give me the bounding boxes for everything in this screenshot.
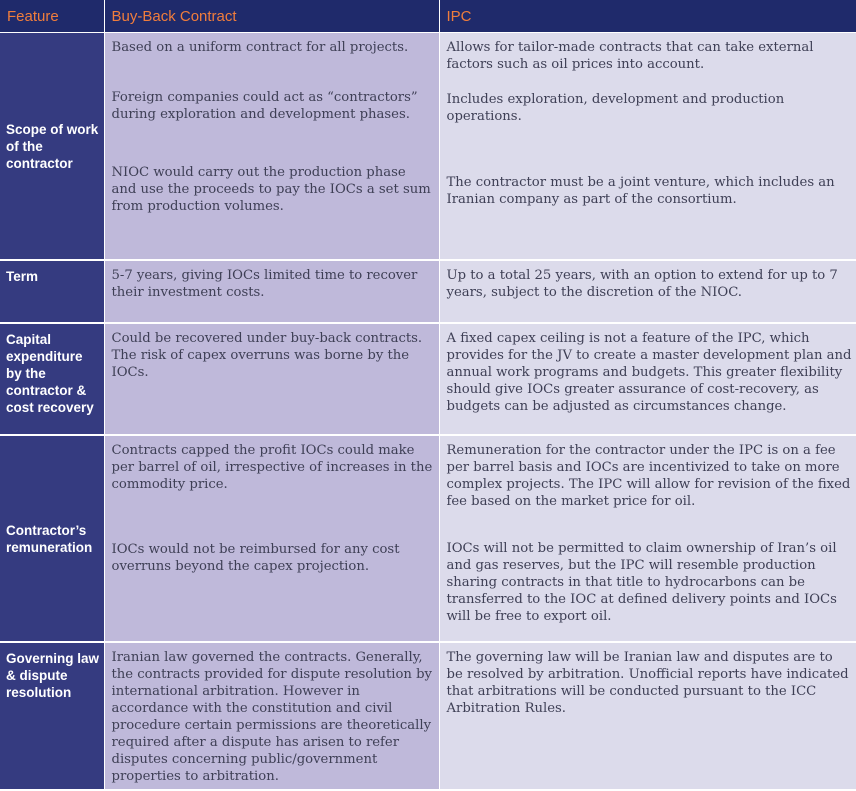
ipc-cell — [439, 323, 856, 435]
buyback-cell — [104, 33, 439, 261]
cell-paragraph: The governing law will be Iranian law and disputes are to be resolved by arbitration. Unofficial reports have indicated that arbitrations will be conducted pursuant to the ICC Arbitration Rules. — [446, 650, 849, 716]
cell-paragraph: Up to a total 25 years, with an option to extend for up to 7 years, subject to the discretion of the NIOC. — [446, 268, 838, 300]
cell-paragraph: 5-7 years, giving IOCs limited time to recover their investment costs. — [111, 268, 418, 300]
buyback-cell — [104, 260, 439, 323]
header-row — [0, 0, 856, 33]
feature-cell: Governing law & dispute resolution — [0, 642, 104, 790]
cell-paragraph: Contracts capped the profit IOCs could make per barrel of oil, irrespective of increases in the commodity price. — [111, 443, 433, 492]
feature-cell: Scope of work of the contractor — [0, 33, 104, 261]
cell-paragraph: Iranian law governed the contracts. Generally, the contracts provided for dispute resolution by international arbitration. However in accordance with the constitution and civil procedure certain permissions are theoretically required after a dispute has arisen to refer disputes concerning public/government properties to arbitration. — [111, 650, 432, 784]
table-row — [0, 260, 856, 323]
table-row — [0, 323, 856, 435]
cell-paragraph: Could be recovered under buy-back contracts. The risk of capex overruns was borne by the IOCs. — [111, 331, 423, 380]
header-ipc: IPC — [439, 0, 856, 33]
ipc-cell — [439, 435, 856, 642]
cell-paragraph: Includes exploration, development and production operations. — [446, 92, 785, 124]
buyback-cell — [104, 323, 439, 435]
cell-paragraph: Allows for tailor-made contracts that can take external factors such as oil prices into account. — [446, 40, 814, 72]
feature-cell: Term — [0, 260, 104, 323]
header-buyback: Buy-Back Contract — [104, 0, 439, 33]
feature-cell: Capital expenditure by the contractor & cost recovery — [0, 323, 104, 435]
cell-paragraph: Based on a uniform contract for all projects. — [111, 40, 409, 55]
ipc-cell — [439, 33, 856, 261]
table-row — [0, 33, 856, 261]
cell-paragraph: IOCs would not be reimbursed for any cost overruns beyond the capex projection. — [111, 542, 400, 574]
cell-paragraph: Remuneration for the contractor under the IPC is on a fee per barrel basis and IOCs are incentivized to take on more complex projects. The IPC will allow for revision of the fixed fee based on the market price for oil. — [446, 443, 851, 509]
buyback-cell — [104, 435, 439, 642]
cell-paragraph: A fixed capex ceiling is not a feature of the IPC, which provides for the JV to create a master development plan and annual work programs and budgets. This greater flexibility should give IOCs greater assurance of cost-recovery, as budgets can be adjusted as circumstances change. — [446, 331, 852, 414]
ipc-cell — [439, 260, 856, 323]
cell-paragraph: IOCs will not be permitted to claim ownership of Iran’s oil and gas reserves, but the IPC will resemble production sharing contracts in that title to hydrocarbons can be transferred to the IOC at defined delivery points and IOCs will be free to export oil. — [446, 541, 837, 624]
table-row — [0, 435, 856, 642]
cell-paragraph: NIOC would carry out the production phase and use the proceeds to pay the IOCs a set sum from production volumes. — [111, 165, 431, 214]
cell-paragraph: Foreign companies could act as “contractors” during exploration and development phases. — [111, 90, 418, 122]
cell-paragraph: The contractor must be a joint venture, which includes an Iranian company as part of the consortium. — [446, 175, 835, 207]
feature-cell: Contractor’s remuneration — [0, 435, 104, 642]
header-feature: Feature — [0, 0, 104, 33]
